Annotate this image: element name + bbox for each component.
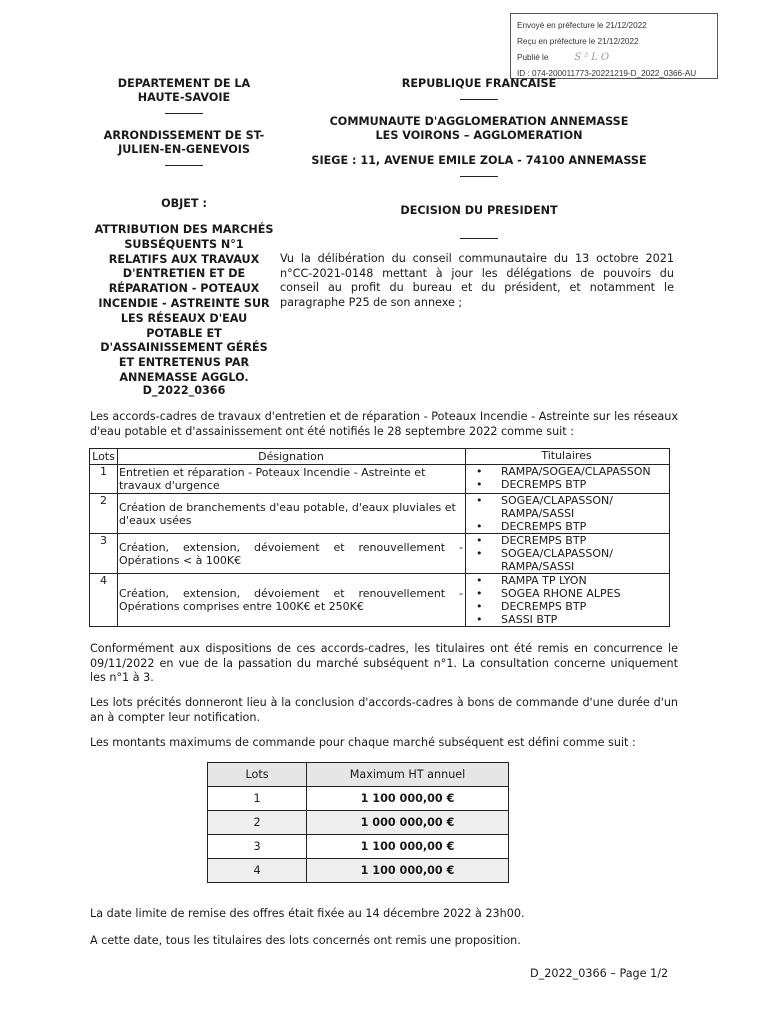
lot-number: 2 — [208, 811, 307, 835]
table-row — [90, 494, 670, 534]
bullet-icon: • — [476, 465, 483, 478]
column-header-maximum: Maximum HT annuel — [307, 763, 509, 787]
communaute-header: COMMUNAUTE D'AGGLOMERATION ANNEMASSE LES VOIRONS – AGGLOMERATION — [329, 115, 629, 142]
decision-reference: D_2022_0366 — [142, 384, 226, 397]
lots-table — [89, 448, 670, 627]
stamp-received-line: Reçu en préfecture le 21/12/2022 — [517, 37, 639, 46]
max-amount: 1 100 000,00 € — [307, 859, 509, 883]
lot-titulaires — [466, 534, 670, 574]
lot-designation: Création, extension, dévoiement et renouvellement - Opérations < à 100K€ — [118, 534, 466, 574]
vu-paragraph: Vu la délibération du conseil communautaire du 13 octobre 2021 n°CC-2021-0148 mettant à jour les délégations de pouvoirs du conseil au profit du bureau et du président, et notamment le paragraphe P25 de son annexe ; — [280, 252, 674, 309]
list-item: • SASSI BTP — [476, 613, 558, 626]
column-header-titulaires: Titulaires — [466, 449, 670, 465]
table-row — [90, 574, 670, 627]
objet-text: ATTRIBUTION DES MARCHÉS SUBSÉQUENTS N°1 RELATIFS AUX TRAVAUX D'ENTRETIEN ET DE RÉPARATION - POTEAUX INCENDIE - ASTREINTE SUR LES RÉSEAUX D'EAU POTABLE ET D'ASSAINISSEMENT GÉRÉS ET ENTRETENUS PAR ANNEMASSE AGGLO. — [94, 223, 274, 384]
lot-number: 4 — [90, 574, 118, 627]
bullet-icon: • — [476, 534, 483, 547]
table-row — [90, 465, 670, 494]
stamp-id-line: ID : 074-200011773-20221219-D_2022_0366-AU — [517, 69, 697, 78]
lot-designation: Création de branchements d'eau potable, d'eaux pluviales et d'eaux usées — [118, 494, 466, 534]
lot-number: 2 — [90, 494, 118, 534]
stamp-published-line: Publié le S²LO — [517, 50, 711, 66]
column-header-lots: Lots — [208, 763, 307, 787]
lot-number: 3 — [208, 835, 307, 859]
prefecture-stamp — [510, 13, 718, 79]
arrondissement-header: ARRONDISSEMENT DE ST-JULIEN-EN-GENEVOIS — [94, 129, 274, 166]
lot-titulaires — [466, 465, 670, 494]
list-item: • SOGEA RHONE ALPES — [476, 587, 621, 600]
lot-titulaires — [466, 574, 670, 627]
bullet-icon: • — [476, 574, 483, 587]
max-amount: 1 100 000,00 € — [307, 835, 509, 859]
table-row — [208, 859, 509, 883]
conformement-paragraph: Conformément aux dispositions de ces accords-cadres, les titulaires ont été remis en concurrence le 09/11/2022 en vue de la passation du marché subséquent n°1. La consultation concerne uniquement les n°1 à 3. — [90, 642, 678, 685]
lot-number: 1 — [208, 787, 307, 811]
divider — [460, 176, 498, 177]
bullet-icon: • — [476, 494, 483, 507]
table-header-row — [208, 763, 509, 787]
objet-label: OBJET : — [161, 197, 207, 210]
list-item: • DECREMPS BTP — [476, 478, 587, 491]
table-row — [208, 787, 509, 811]
montants-paragraph: Les montants maximums de commande pour chaque marché subséquent est défini comme suit : — [90, 736, 636, 749]
table-row — [208, 811, 509, 835]
page-footer: D_2022_0366 – Page 1/2 — [530, 967, 669, 980]
max-amount: 1 100 000,00 € — [307, 787, 509, 811]
decision-title: DECISION DU PRESIDENT — [298, 204, 660, 239]
list-item: • SOGEA/CLAPASSON/ RAMPA/SASSI — [476, 494, 613, 520]
bullet-icon: • — [476, 547, 483, 560]
lot-number: 4 — [208, 859, 307, 883]
list-item: • RAMPA/SOGEA/CLAPASSON — [476, 465, 651, 478]
divider — [460, 238, 498, 239]
lots-duration-paragraph: Les lots précités donneront lieu à la conclusion d'accords-cadres à bons de commande d'une durée d'un an à compter leur notification. — [90, 696, 678, 724]
table-row — [208, 835, 509, 859]
divider — [165, 113, 203, 114]
divider — [165, 165, 203, 166]
bullet-icon: • — [476, 478, 483, 491]
lot-titulaires — [466, 494, 670, 534]
lot-designation: Création, extension, dévoiement et renouvellement - Opérations comprises entre 100K€ et 250K€ — [118, 574, 466, 627]
maximum-amounts-table — [207, 762, 509, 883]
list-item: • DECREMPS BTP — [476, 520, 587, 533]
lot-number: 3 — [90, 534, 118, 574]
column-header-designation: Désignation — [118, 449, 466, 465]
table-header-row — [90, 449, 670, 465]
bullet-icon: • — [476, 587, 483, 600]
max-amount: 1 000 000,00 € — [307, 811, 509, 835]
divider — [460, 99, 498, 100]
siege-header: SIEGE : 11, AVENUE EMILE ZOLA - 74100 ANNEMASSE — [298, 154, 660, 177]
s2lo-signature-logo: S²LO — [574, 52, 613, 63]
table-row — [90, 534, 670, 574]
a-cette-date-paragraph: A cette date, tous les titulaires des lots concernés ont remis une proposition. — [90, 934, 521, 947]
bullet-icon: • — [476, 520, 483, 533]
intro-paragraph: Les accords-cadres de travaux d'entretien et de réparation - Poteaux Incendie - Astreinte sur les réseaux d'eau potable et d'assainissement ont été notifiés le 28 septembre 2022 comme suit : — [90, 410, 678, 438]
list-item: • RAMPA TP LYON — [476, 574, 587, 587]
bullet-icon: • — [476, 600, 483, 613]
column-header-lots: Lots — [90, 449, 118, 465]
date-limite-paragraph: La date limite de remise des offres était fixée au 14 décembre 2022 à 23h00. — [90, 907, 525, 920]
departement-header: DEPARTEMENT DE LA HAUTE-SAVOIE — [94, 77, 274, 114]
list-item: • DECREMPS BTP — [476, 600, 587, 613]
republique-header: REPUBLIQUE FRANCAISE — [298, 77, 660, 100]
lot-designation: Entretien et réparation - Poteaux Incendie - Astreinte et travaux d'urgence — [118, 465, 466, 494]
lot-number: 1 — [90, 465, 118, 494]
bullet-icon: • — [476, 613, 483, 626]
list-item: • DECREMPS BTP — [476, 534, 587, 547]
list-item: • SOGEA/CLAPASSON/ RAMPA/SASSI — [476, 547, 613, 573]
stamp-sent-line: Envoyé en préfecture le 21/12/2022 — [517, 21, 647, 30]
